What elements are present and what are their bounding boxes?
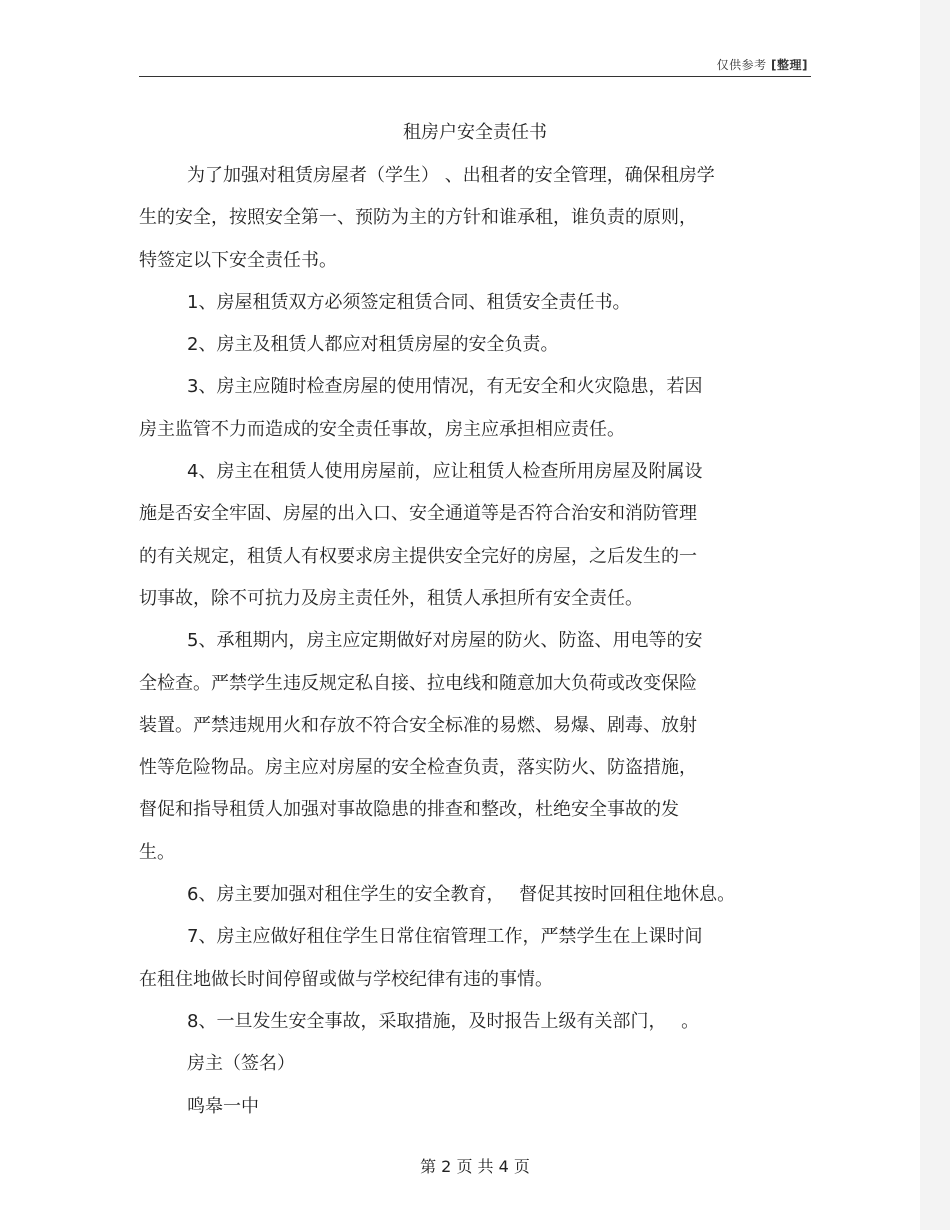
body-line: 1、房屋租赁双方必须签定租赁合同、租赁安全责任书。 (187, 291, 631, 313)
body-line: 全检查。严禁学生违反规定私自接、拉电线和随意加大负荷或改变保险 (139, 672, 697, 694)
body-line: 5、承租期内，房主应定期做好对房屋的防火、防盗、用电等的安 (187, 630, 703, 652)
body-line: 切事故，除不可抗力及房主责任外，租赁人承担所有安全责任。 (139, 587, 643, 609)
header-note (717, 56, 808, 73)
body-line: 2、房主及租赁人都应对租赁房屋的安全负责。 (187, 334, 559, 356)
body-line: 鸣皋一中 (187, 1095, 259, 1117)
header-note-text: 仅供参考 (716, 58, 767, 72)
document-body (139, 155, 799, 1128)
body-line: 装置。严禁违规用火和存放不符合安全标准的易燃、易爆、剧毒、放射 (139, 714, 697, 736)
body-line: 督促和指导租赁人加强对事故隐患的排查和整改，杜绝安全事故的发 (139, 799, 679, 821)
page-footer: 第 2 页 共 4 页 (420, 1157, 530, 1176)
header-rule (139, 76, 811, 77)
body-line: 房主（签名） (187, 1053, 295, 1075)
body-line: 3、房主应随时检查房屋的使用情况，有无安全和火灾隐患，若因 (187, 376, 703, 398)
document-title: 租房户安全责任书 (403, 122, 547, 143)
body-line: 特签定以下安全责任书。 (139, 249, 337, 271)
body-line: 房主监管不力而造成的安全责任事故，房主应承担相应责任。 (139, 418, 625, 440)
body-line: 的有关规定，租赁人有权要求房主提供安全完好的房屋，之后发生的一 (139, 545, 697, 567)
body-line: 生。 (139, 841, 175, 863)
body-line: 4、房主在租赁人使用房屋前，应让租赁人检查所用房屋及附属设 (187, 461, 703, 483)
body-line: 7、房主应做好租住学生日常住宿管理工作，严禁学生在上课时间 (187, 926, 703, 948)
body-line: 生的安全，按照安全第一、预防为主的方针和谁承租，谁负责的原则， (139, 207, 697, 229)
body-line: 8、一旦发生安全事故，采取措施，及时报告上级有关部门， 。 (187, 1010, 700, 1032)
body-line: 在租住地做长时间停留或做与学校纪律有违的事情。 (139, 968, 553, 990)
body-line: 性等危险物品。房主应对房屋的安全检查负责，落实防火、防盗措施， (139, 757, 697, 779)
body-line: 施是否安全牢固、房屋的出入口、安全通道等是否符合治安和消防管理 (139, 503, 697, 525)
body-line: 6、房主要加强对租住学生的安全教育， 督促其按时回租住地休息。 (187, 884, 736, 906)
header-note-tag: [整理] (771, 58, 808, 72)
body-line: 为了加强对租赁房屋者（学生） 、出租者的安全管理，确保租房学 (187, 165, 715, 186)
